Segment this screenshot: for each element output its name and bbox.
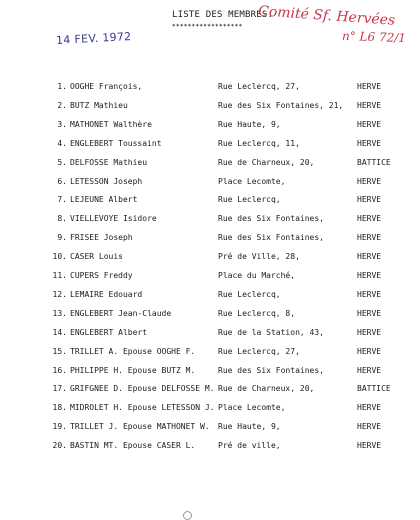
list-item — [0, 269, 420, 283]
list-item — [0, 137, 420, 151]
member-city: HERVE — [357, 365, 382, 375]
member-address: Rue Haute, 9, — [218, 422, 281, 432]
member-city: HERVE — [357, 233, 382, 243]
member-city: HERVE — [357, 289, 382, 299]
list-item — [0, 401, 420, 415]
list-item — [0, 80, 420, 94]
list-item — [0, 231, 420, 245]
member-number: 2. — [57, 100, 67, 110]
member-name: LETESSON Joseph — [70, 176, 143, 186]
member-address: Rue de Charneux, 20, — [218, 384, 315, 394]
list-item — [0, 118, 420, 132]
member-city: HERVE — [357, 82, 382, 91]
member-number: 16. — [52, 365, 67, 375]
member-city: HERVE — [357, 252, 382, 262]
member-city: HERVE — [357, 422, 382, 432]
member-address: Rue Haute, 9, — [218, 119, 281, 129]
list-item — [0, 288, 420, 302]
member-name: VIELLEVOYE Isidore — [70, 214, 157, 224]
title-underline: ✶✶✶✶✶✶✶✶✶✶✶✶✶✶✶✶✶✶ — [172, 22, 243, 29]
member-city: HERVE — [357, 119, 382, 129]
member-address: Rue de Charneux, 20, — [218, 157, 315, 167]
member-number: 12. — [52, 289, 67, 299]
member-name: MATHONET Walthère — [70, 119, 152, 129]
member-number: 4. — [57, 138, 67, 148]
member-address: Rue Leclercq, 27, — [218, 346, 300, 356]
member-address: Place Lecomte, — [218, 176, 286, 186]
handwritten-note-line1: Comité Sf. Hervées — [257, 3, 396, 29]
member-city: HERVE — [357, 403, 382, 413]
member-city: BATTICE — [357, 384, 391, 394]
list-item — [0, 420, 420, 434]
handwritten-note-line2: n° L6 72/1 — [341, 28, 407, 46]
member-address: Rue des Six Fontaines, — [218, 214, 324, 224]
member-number: 11. — [52, 271, 67, 280]
member-number: 15. — [52, 346, 67, 356]
member-address: Pré de Ville, 28, — [218, 252, 300, 262]
member-number: 8. — [57, 214, 67, 224]
member-address: Place Lecomte, — [218, 403, 286, 413]
member-number: 10. — [52, 252, 67, 262]
list-item — [0, 307, 420, 321]
member-city: HERVE — [357, 308, 382, 318]
member-name: FRISEE Joseph — [70, 233, 133, 243]
member-name: TRILLET J. Epouse MATHONET W. — [70, 422, 210, 432]
member-address: Place du Marché, — [218, 271, 296, 280]
member-address: Rue Leclercq, — [218, 195, 281, 205]
member-number: 3. — [57, 119, 67, 129]
list-item — [0, 193, 420, 207]
list-item — [0, 212, 420, 226]
member-name: LEMAIRE Edouard — [70, 289, 143, 299]
date-stamp: 14 FEV. 1972 — [55, 30, 132, 47]
member-name: CUPERS Freddy — [70, 271, 133, 280]
list-item — [0, 175, 420, 189]
member-number: 1. — [57, 82, 67, 91]
member-number: 14. — [52, 327, 67, 337]
document-title: LISTE DES MEMBRES. — [172, 10, 274, 20]
member-name: DELFOSSE Mathieu — [70, 157, 148, 167]
member-address: Rue Leclercq, 11, — [218, 138, 300, 148]
list-item — [0, 250, 420, 264]
member-number: 20. — [52, 441, 67, 451]
member-number: 19. — [52, 422, 67, 432]
member-city: HERVE — [357, 214, 382, 224]
member-city: HERVE — [357, 441, 382, 451]
member-address: Rue Leclercq, 8, — [218, 308, 296, 318]
list-item — [0, 99, 420, 113]
member-name: PHILIPPE H. Epouse BUTZ M. — [70, 365, 196, 375]
member-name: ENGLEBERT Jean-Claude — [70, 308, 172, 318]
member-address: Rue des Six Fontaines, 21, — [218, 100, 344, 110]
member-address: Pré de ville, — [218, 441, 281, 451]
member-name: GRIFGNEE D. Epouse DELFOSSE M. — [70, 384, 215, 394]
member-name: LEJEUNE Albert — [70, 195, 138, 205]
list-item — [0, 345, 420, 359]
member-name: BASTIN MT. Epouse CASER L. — [70, 441, 196, 451]
member-name: ENGLEBERT Albert — [70, 327, 148, 337]
list-item — [0, 156, 420, 170]
member-city: HERVE — [357, 346, 382, 356]
member-name: MIDROLET H. Epouse LETESSON J. — [70, 403, 215, 413]
member-name: CASER Louis — [70, 252, 123, 262]
member-number: 9. — [57, 233, 67, 243]
member-number: 5. — [57, 157, 67, 167]
member-city: HERVE — [357, 327, 382, 337]
list-item — [0, 326, 420, 340]
member-city: HERVE — [357, 271, 382, 280]
list-item — [0, 382, 420, 396]
member-number: 18. — [52, 403, 67, 413]
member-city: HERVE — [357, 176, 382, 186]
member-address: Rue Leclercq, — [218, 289, 281, 299]
member-address: Rue Leclercq, 27, — [218, 82, 300, 91]
member-city: HERVE — [357, 195, 382, 205]
member-city: BATTICE — [357, 157, 391, 167]
member-address: Rue de la Station, 43, — [218, 327, 324, 337]
member-city: HERVE — [357, 138, 382, 148]
list-item — [0, 364, 420, 378]
member-address: Rue des Six Fontaines, — [218, 233, 324, 243]
member-number: 13. — [52, 308, 67, 318]
member-number: 7. — [57, 195, 67, 205]
member-name: OOGHE François, — [70, 82, 143, 91]
list-item — [0, 439, 420, 453]
member-name: BUTZ Mathieu — [70, 100, 128, 110]
member-number: 17. — [52, 384, 67, 394]
member-name: TRILLET A. Epouse OOGHE F. — [70, 346, 196, 356]
member-name: ENGLEBERT Toussaint — [70, 138, 162, 148]
member-city: HERVE — [357, 100, 382, 110]
member-number: 6. — [57, 176, 67, 186]
member-address: Rue des Six Fontaines, — [218, 365, 324, 375]
